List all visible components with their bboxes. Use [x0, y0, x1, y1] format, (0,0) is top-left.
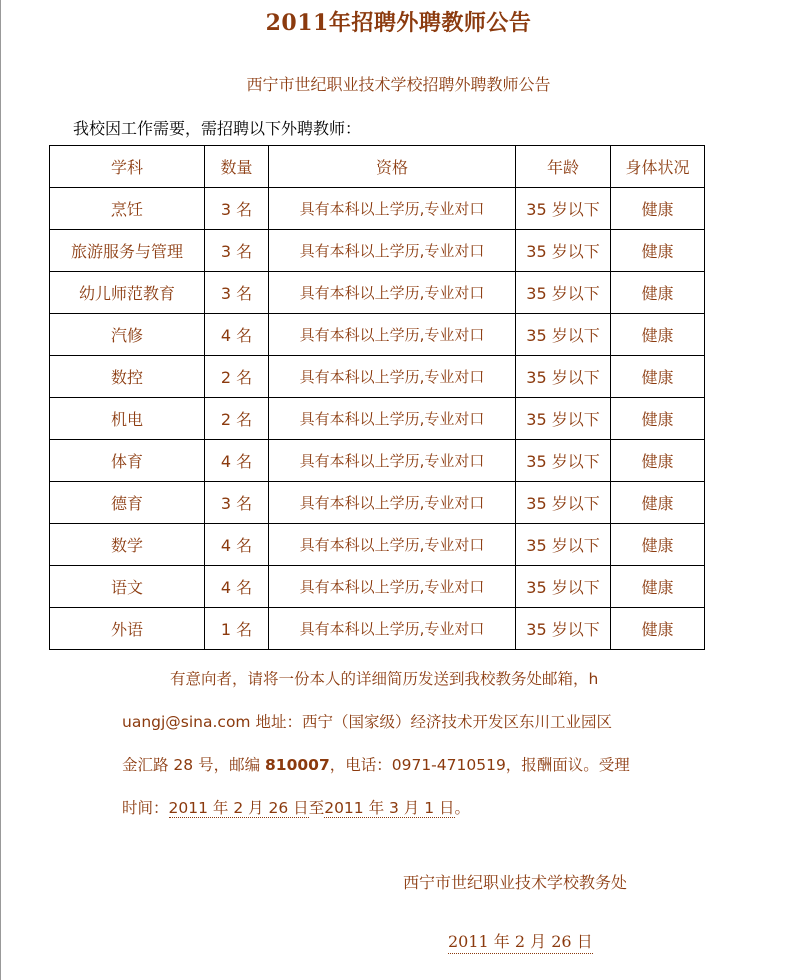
cell-qualification: 具有本科以上学历,专业对口 — [269, 398, 516, 440]
cell-qualification: 具有本科以上学历,专业对口 — [269, 314, 516, 356]
intro-text: 我校因工作需要，需招聘以下外聘教师： — [73, 119, 362, 138]
cell-health: 健康 — [611, 272, 705, 314]
cell-health: 健康 — [611, 188, 705, 230]
cell-health: 健康 — [611, 566, 705, 608]
cell-health: 健康 — [611, 314, 705, 356]
cell-qualification: 具有本科以上学历,专业对口 — [269, 524, 516, 566]
cell-subject: 烹饪 — [50, 188, 205, 230]
cell-age: 35 岁以下 — [516, 272, 611, 314]
cell-quantity: 4 名 — [205, 314, 269, 356]
cell-subject: 体育 — [50, 440, 205, 482]
cell-age: 35 岁以下 — [516, 524, 611, 566]
cell-qualification: 具有本科以上学历,专业对口 — [269, 188, 516, 230]
page-left-border — [0, 0, 1, 980]
cell-qualification: 具有本科以上学历,专业对口 — [269, 440, 516, 482]
cell-age: 35 岁以下 — [516, 440, 611, 482]
signature-date: 2011 年 2 月 26 日 — [448, 929, 593, 954]
cell-age: 35 岁以下 — [516, 566, 611, 608]
header-subject: 学科 — [50, 146, 205, 188]
cell-health: 健康 — [611, 608, 705, 650]
table-row — [50, 188, 705, 230]
cell-health: 健康 — [611, 230, 705, 272]
cell-quantity: 4 名 — [205, 440, 269, 482]
cell-age: 35 岁以下 — [516, 356, 611, 398]
table-row — [50, 566, 705, 608]
contact-paragraph — [122, 658, 682, 830]
cell-quantity: 3 名 — [205, 188, 269, 230]
cell-health: 健康 — [611, 356, 705, 398]
cell-subject: 数控 — [50, 356, 205, 398]
cell-subject: 汽修 — [50, 314, 205, 356]
table-row — [50, 440, 705, 482]
cell-age: 35 岁以下 — [516, 482, 611, 524]
cell-quantity: 4 名 — [205, 566, 269, 608]
table-row — [50, 314, 705, 356]
announcement-subtitle: 西宁市世纪职业技术学校招聘外聘教师公告 — [246, 75, 551, 94]
header-health: 身体状况 — [611, 146, 705, 188]
table-header-row — [50, 146, 705, 188]
page-title: 2011年招聘外聘教师公告 — [265, 10, 532, 36]
cell-qualification: 具有本科以上学历,专业对口 — [269, 482, 516, 524]
cell-subject: 语文 — [50, 566, 205, 608]
header-age: 年龄 — [516, 146, 611, 188]
cell-quantity: 3 名 — [205, 272, 269, 314]
cell-qualification: 具有本科以上学历,专业对口 — [269, 356, 516, 398]
cell-quantity: 3 名 — [205, 482, 269, 524]
cell-qualification: 具有本科以上学历,专业对口 — [269, 608, 516, 650]
table-row — [50, 230, 705, 272]
cell-age: 35 岁以下 — [516, 608, 611, 650]
contact-line-4 — [122, 787, 682, 830]
cell-qualification: 具有本科以上学历,专业对口 — [269, 230, 516, 272]
start-date: 2011 年 2 月 26 日 — [168, 799, 309, 817]
cell-subject: 旅游服务与管理 — [50, 230, 205, 272]
cell-health: 健康 — [611, 482, 705, 524]
cell-health: 健康 — [611, 440, 705, 482]
cell-age: 35 岁以下 — [516, 314, 611, 356]
cell-age: 35 岁以下 — [516, 230, 611, 272]
cell-subject: 机电 — [50, 398, 205, 440]
address-text: 金汇路 28 号，邮编 — [122, 756, 266, 774]
cell-health: 健康 — [611, 524, 705, 566]
cell-age: 35 岁以下 — [516, 398, 611, 440]
table-row — [50, 356, 705, 398]
signature-org: 西宁市世纪职业技术学校教务处 — [403, 873, 628, 892]
contact-line-3 — [122, 744, 682, 787]
cell-quantity: 1 名 — [205, 608, 269, 650]
cell-quantity: 4 名 — [205, 524, 269, 566]
cell-quantity: 2 名 — [205, 356, 269, 398]
phone-text: ，电话：0971-4710519，报酬面议。受理 — [329, 756, 630, 774]
cell-age: 35 岁以下 — [516, 188, 611, 230]
cell-subject: 外语 — [50, 608, 205, 650]
cell-health: 健康 — [611, 398, 705, 440]
header-quantity: 数量 — [205, 146, 269, 188]
postcode: 810007 — [265, 756, 330, 774]
cell-qualification: 具有本科以上学历,专业对口 — [269, 566, 516, 608]
contact-line-2: uangj@sina.com 地址：西宁（国家级）经济技术开发区东川工业园区 — [122, 713, 612, 731]
cell-quantity: 3 名 — [205, 230, 269, 272]
cell-qualification: 具有本科以上学历,专业对口 — [269, 272, 516, 314]
table-row — [50, 398, 705, 440]
table-row — [50, 608, 705, 650]
recruitment-table — [49, 145, 705, 650]
cell-subject: 德育 — [50, 482, 205, 524]
contact-line-1: 有意向者，请将一份本人的详细简历发送到我校教务处邮箱，h — [170, 670, 599, 688]
table-row — [50, 272, 705, 314]
period-end: 。 — [454, 799, 471, 817]
cell-subject: 幼儿师范教育 — [50, 272, 205, 314]
header-qualification: 资格 — [269, 146, 516, 188]
table-body — [50, 188, 705, 650]
cell-quantity: 2 名 — [205, 398, 269, 440]
cell-subject: 数学 — [50, 524, 205, 566]
end-date: 2011 年 3 月 1 日 — [324, 799, 455, 817]
table-row — [50, 482, 705, 524]
period-to: 至 — [308, 799, 325, 817]
table-row — [50, 524, 705, 566]
period-label: 时间： — [122, 799, 169, 817]
